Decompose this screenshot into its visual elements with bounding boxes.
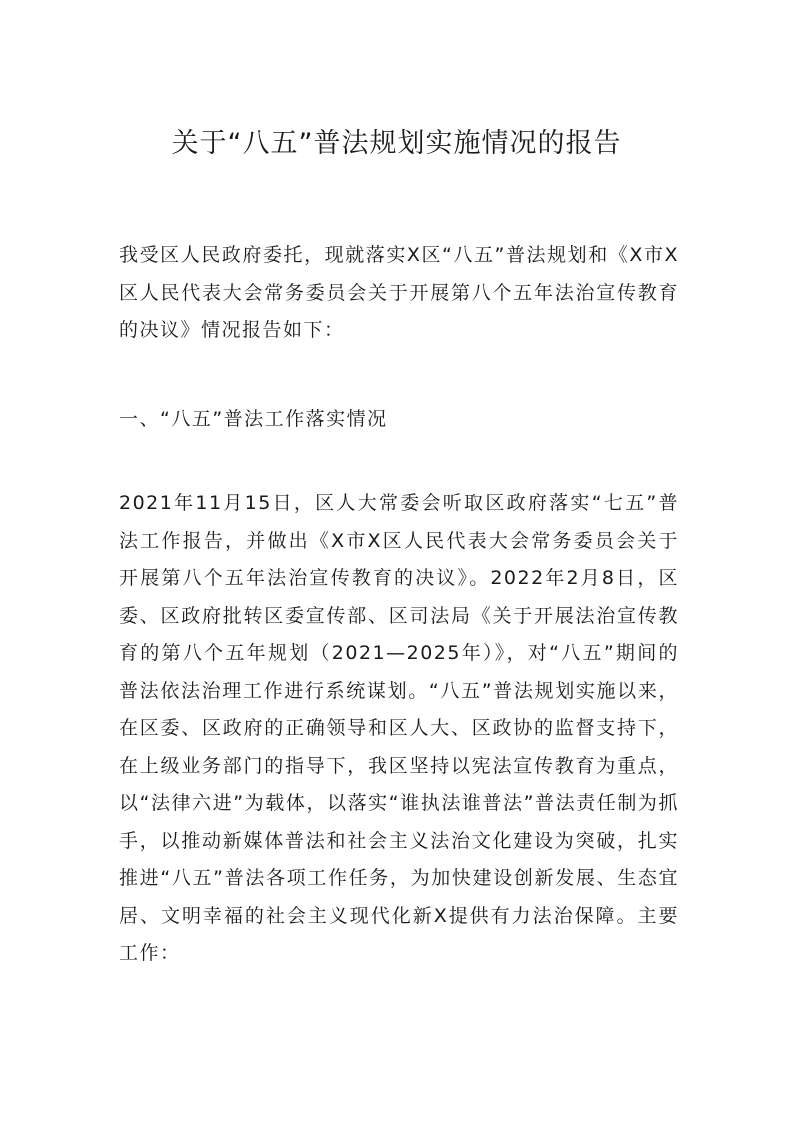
section-heading: 一、“八五”普法工作落实情况 — [119, 408, 388, 430]
intro-paragraph: 我受区人民政府委托，现就落实X区“八五”普法规划和《X市X区人民代表大会常务委员会关于开展第八个五年法治宣传教育的决议》情况报告如下： — [119, 244, 679, 341]
document-title: 关于“八五”普法规划实施情况的报告 — [171, 128, 622, 159]
body-paragraph: 2021年11月15日，区人大常委会听取区政府落实“七五”普法工作报告，并做出《X市X区人民代表大会常务委员会关于开展第八个五年法治宣传教育的决议》。2022年2月8日，区委、区政府批转区委宣传部、区司法局《关于开展法治宣传教育的第八个五年规划（2021—2025年）》，对“八五”期间的普法依法治理工作进行系统谋划。“八五”普法规划实施以来，在区委、区政府的正确领导和区人大、区政协的监督支持下，在上级业务部门的指导下，我区坚持以宪法宣传教育为重点，以“法律六进”为载体，以落实“谁执法谁普法”普法责任制为抓手，以推动新媒体普法和社会主义法治文化建设为突破，扎实推进“八五”普法各项工作任务，为加快建设创新发展、生态宜居、文明幸福的社会主义现代化新X提供有力法治保障。主要工作： — [119, 492, 679, 964]
